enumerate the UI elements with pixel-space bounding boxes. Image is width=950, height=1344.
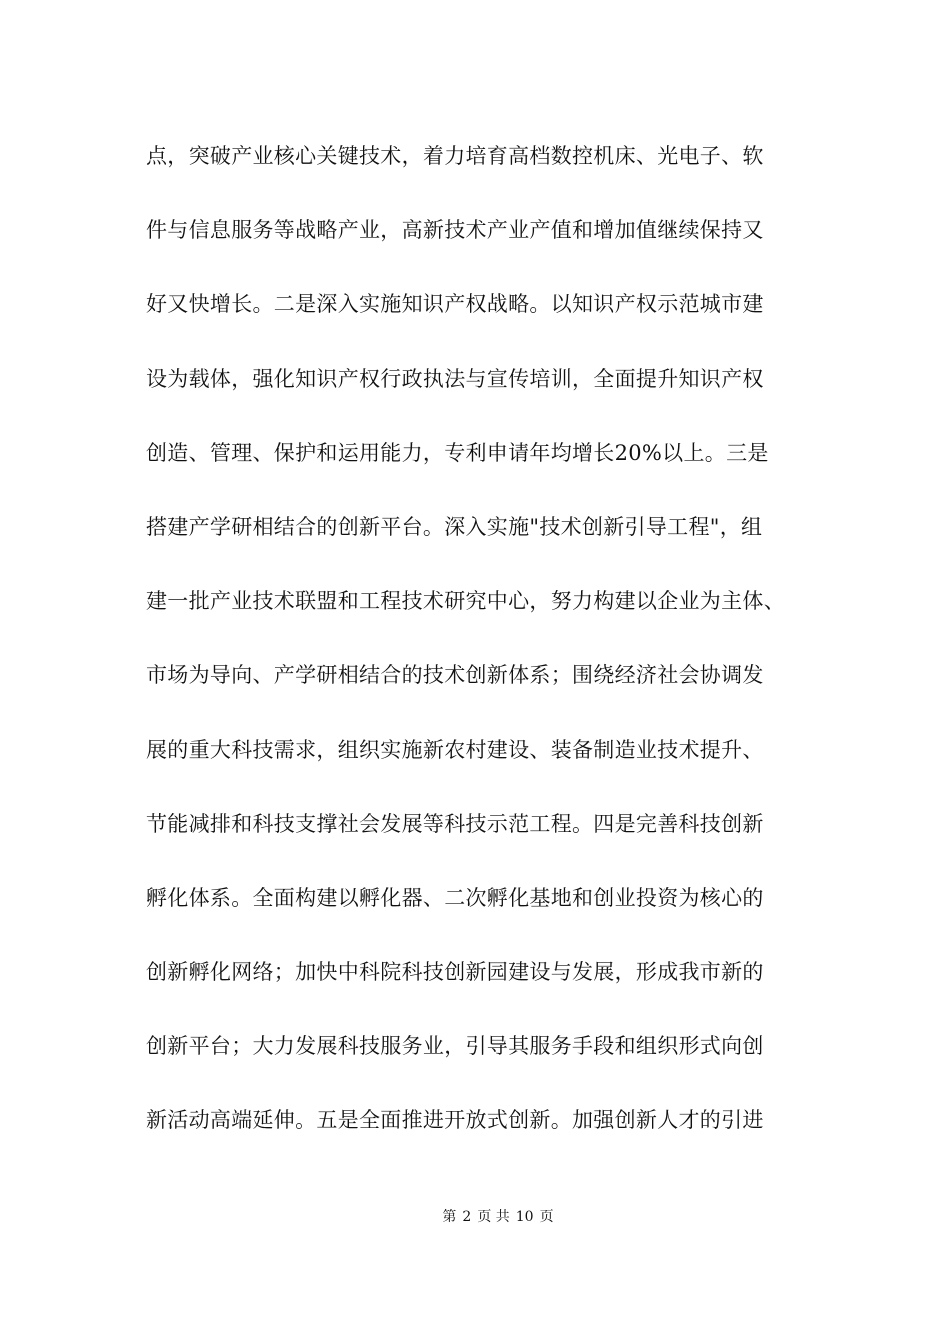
- text-line: 节能减排和科技支撑社会发展等科技示范工程。四是完善科技创新: [146, 811, 764, 836]
- total-pages-number: 10: [515, 1209, 534, 1225]
- page-footer: [0, 1207, 950, 1227]
- text-line: 市场为导向、产学研相结合的技术创新体系；围绕经济社会协调发: [146, 663, 764, 688]
- text-line: 创造、管理、保护和运用能力，专利申请年均增长20%以上。三是: [146, 440, 769, 465]
- body-text: [146, 132, 836, 1171]
- text-line: 设为载体，强化知识产权行政执法与宣传培训，全面提升知识产权: [146, 366, 764, 391]
- text-line: 展的重大科技需求，组织实施新农村建设、装备制造业技术提升、: [146, 737, 764, 762]
- text-line: 创新平台；大力发展科技服务业，引导其服务手段和组织形式向创: [146, 1034, 764, 1059]
- text-line: 点，突破产业核心关键技术，着力培育高档数控机床、光电子、软: [146, 144, 764, 168]
- text-line: 孵化体系。全面构建以孵化器、二次孵化基地和创业投资为核心的: [146, 885, 764, 910]
- text-line: 件与信息服务等战略产业，高新技术产业产值和增加值继续保持又: [146, 218, 764, 243]
- text-line: 新活动高端延伸。五是全面推进开放式创新。加强创新人才的引进: [146, 1108, 764, 1133]
- current-page-number: 2: [462, 1209, 472, 1225]
- text-line: 好又快增长。二是深入实施知识产权战略。以知识产权示范城市建: [146, 292, 764, 317]
- footer-suffix: 页: [539, 1209, 554, 1225]
- text-line: 创新孵化网络；加快中科院科技创新园建设与发展，形成我市新的: [146, 960, 764, 985]
- footer-mid: 页 共: [477, 1209, 510, 1225]
- footer-prefix: 第: [442, 1209, 457, 1225]
- text-line: 建一批产业技术联盟和工程技术研究中心，努力构建以企业为主体、: [146, 589, 785, 614]
- text-line: 搭建产学研相结合的创新平台。深入实施"技术创新引导工程"，组: [146, 514, 763, 539]
